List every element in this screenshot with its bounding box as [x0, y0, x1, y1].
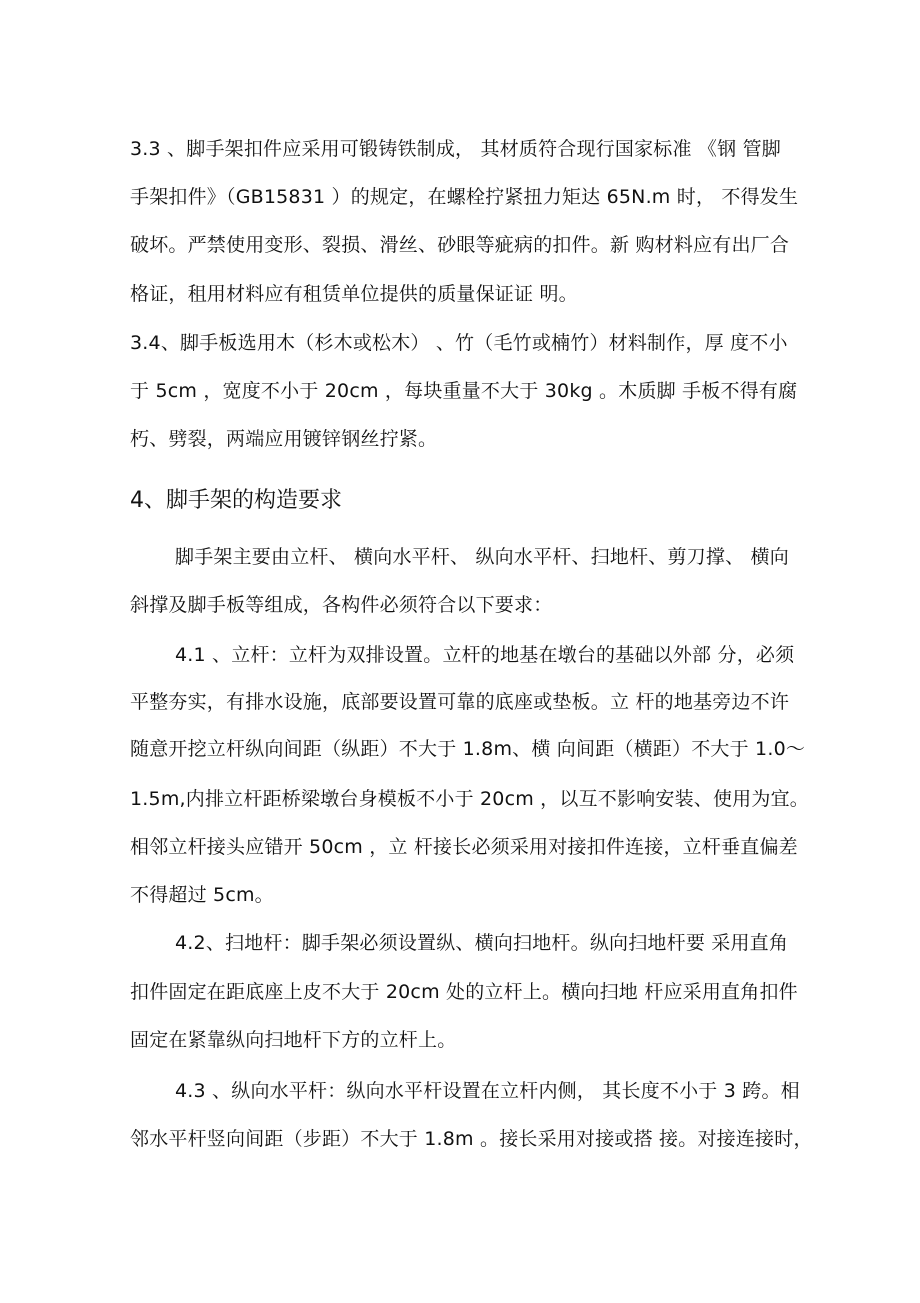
text-line: 4.2、扫地杆：脚手架必须设置纵、横向扫地杆。纵向扫地杆要 采用直角	[175, 932, 789, 954]
text-line: 格证，租用材料应有租赁单位提供的质量保证证 明。	[130, 283, 578, 305]
text-line: 斜撑及脚手板等组成，各构件必须符合以下要求：	[130, 594, 553, 616]
text-line: 固定在紧靠纵向扫地杆下方的立杆上。	[130, 1029, 457, 1051]
text-line: 脚手架主要由立杆、 横向水平杆、 纵向水平杆、扫地杆、剪刀撑、 横向	[175, 546, 789, 568]
text-line: 3.3 、脚手架扣件应采用可锻铸铁制成， 其材质符合现行国家标准 《钢 管脚	[130, 138, 781, 160]
text-line: 手架扣件》（GB15831 ）的规定，在螺栓拧紧扭力矩达 65N.m 时， 不得发生	[130, 186, 799, 208]
text-line: 4.1 、立杆：立杆为双排设置。立杆的地基在墩台的基础以外部 分，必须	[175, 644, 795, 666]
text-line: 相邻立杆接头应错开 50cm ，立 杆接长必须采用对接扣件连接，立杆垂直偏差	[130, 836, 798, 858]
text-line: 破坏。严禁使用变形、裂损、滑丝、砂眼等疵病的扣件。新 购材料应有出厂合	[130, 234, 790, 256]
text-line: 邻水平杆竖向间距（步距）不大于 1.8m 。接长采用对接或搭 接。对接连接时，	[130, 1128, 813, 1150]
text-line: 4.3 、纵向水平杆：纵向水平杆设置在立杆内侧， 其长度不小于 3 跨。相	[175, 1080, 800, 1102]
text-line: 于 5cm ，宽度不小于 20cm ，每块重量不大于 30kg 。木质脚 手板不得有腐	[130, 380, 798, 402]
text-line: 不得超过 5cm。	[130, 884, 274, 906]
text-line: 扣件固定在距底座上皮不大于 20cm 处的立杆上。横向扫地 杆应采用直角扣件	[130, 981, 798, 1003]
text-line: 朽、劈裂，两端应用镀锌钢丝拧紧。	[130, 428, 438, 450]
text-line: 随意开挖立杆纵向间距（纵距）不大于 1.8m、横 向间距（横距）不大于 1.0～	[130, 738, 806, 760]
text-line: 3.4、脚手板选用木（杉木或松木） 、竹（毛竹或楠竹）材料制作，厚 度不小	[130, 332, 788, 354]
text-line: 1.5m,内排立杆距桥梁墩台身模板不小于 20cm ，以互不影响安装、使用为宜。	[130, 788, 809, 810]
section-heading: 4、脚手架的构造要求	[130, 488, 342, 513]
text-line: 平整夯实，有排水设施，底部要设置可靠的底座或垫板。立 杆的地基旁边不许	[130, 691, 790, 713]
